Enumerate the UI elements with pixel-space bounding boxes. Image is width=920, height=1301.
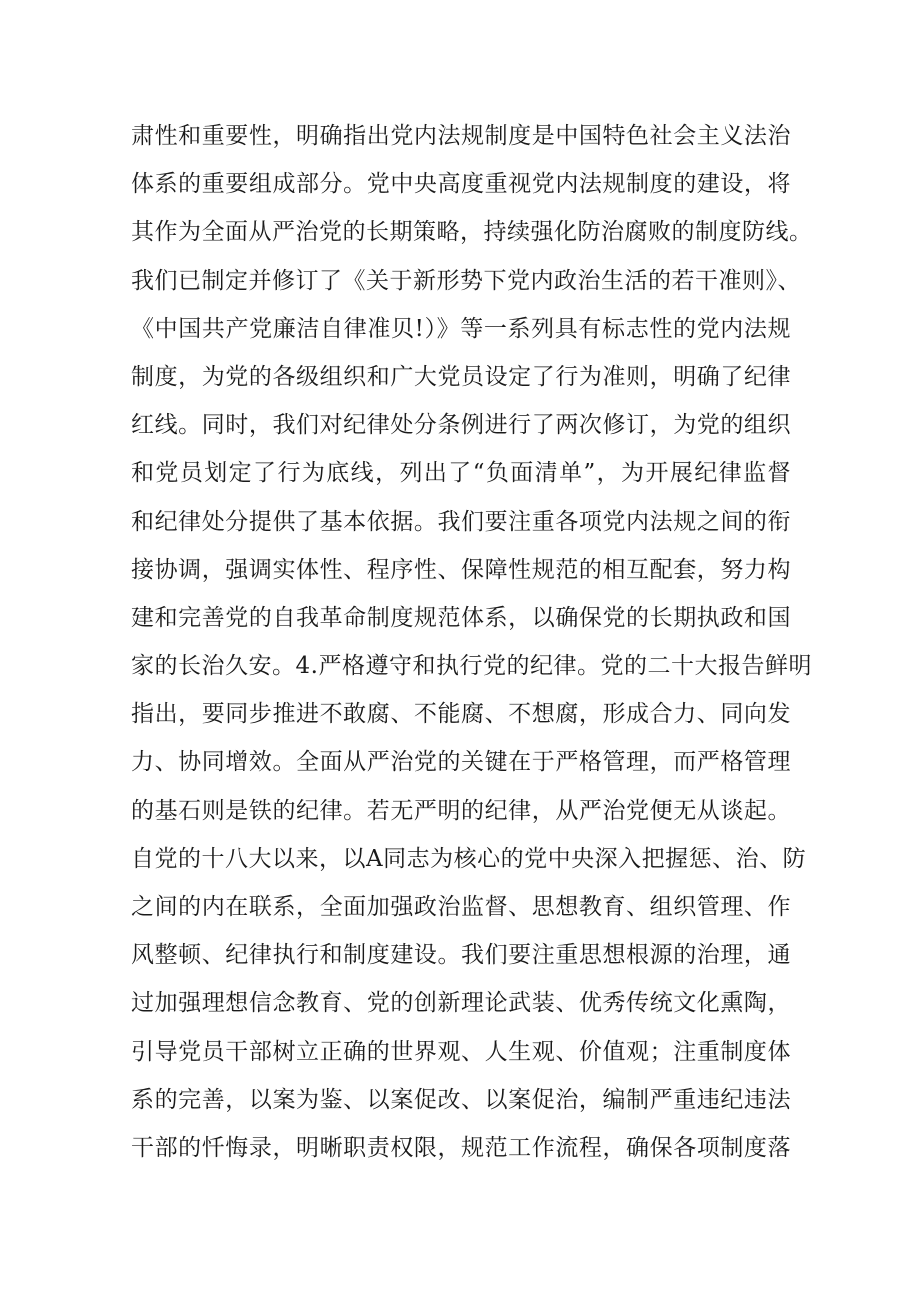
text-line: 家的长治久安。4.严格遵守和执行党的纪律。党的二十大报告鲜明 (131, 653, 812, 680)
text-line: 其作为全面从严治党的长期策略，持续强化防治腐败的制度防线。 (131, 219, 813, 246)
text-line: 引导党员干部树立正确的世界观、人生观、价值观；注重制度体 (131, 1038, 791, 1065)
text-line: 红线。同时，我们对纪律处分条例进行了两次修订，为党的组织 (131, 412, 791, 439)
text-line: 之间的内在联系，全面加强政治监督、思想教育、组织管理、作 (131, 894, 791, 920)
text-line: 接协调，强调实体性、程序性、保障性规范的相互配套，努力构 (131, 556, 791, 583)
text-line: 建和完善党的自我革命制度规范体系，以确保党的长期执政和国 (131, 604, 791, 631)
text-line: 体系的重要组成部分。党中央高度重视党内法规制度的建设，将 (131, 171, 791, 198)
text-line: 系的完善，以案为鉴、以案促改、以案促治，编制严重违纪违法 (131, 1086, 791, 1113)
text-line: 干部的忏悔录，明晰职责权限，规范工作流程，确保各项制度落 (131, 1134, 791, 1161)
text-line: 我们已制定并修订了《关于新形势下党内政治生活的若干准则》、 (131, 267, 801, 294)
text-line: 《中国共产党廉洁自律准贝!）》等一系列具有标志性的党内法规 (131, 315, 791, 342)
text-line: 肃性和重要性，明确指出党内法规制度是中国特色社会主义法治 (131, 123, 791, 149)
text-line: 力、协同增效。全面从严治党的关键在于严格管理，而严格管理 (131, 749, 791, 776)
text-line: 和党员划定了行为底线，列出了“负面清单”，为开展纪律监督 (131, 460, 791, 487)
text-line: 风整顿、纪律执行和制度建设。我们要注重思想根源的治理，通 (131, 942, 791, 969)
text-line: 自党的十八大以来，以A同志为核心的党中央深入把握惩、治、防 (131, 845, 807, 872)
body-text (131, 112, 813, 1172)
text-line: 指出，要同步推进不敢腐、不能腐、不想腐，形成合力、同向发 (131, 701, 791, 728)
text-line: 和纪律处分提供了基本依据。我们要注重各项党内法规之间的衔 (131, 508, 791, 535)
text-line: 的基石则是铁的纪律。若无严明的纪律，从严治党便无从谈起。 (131, 797, 791, 824)
text-line: 过加强理想信念教育、党的创新理论武装、优秀传统文化熏陶， (131, 990, 791, 1017)
text-line: 制度，为党的各级组织和广大党员设定了行为准则，明确了纪律 (131, 363, 791, 390)
